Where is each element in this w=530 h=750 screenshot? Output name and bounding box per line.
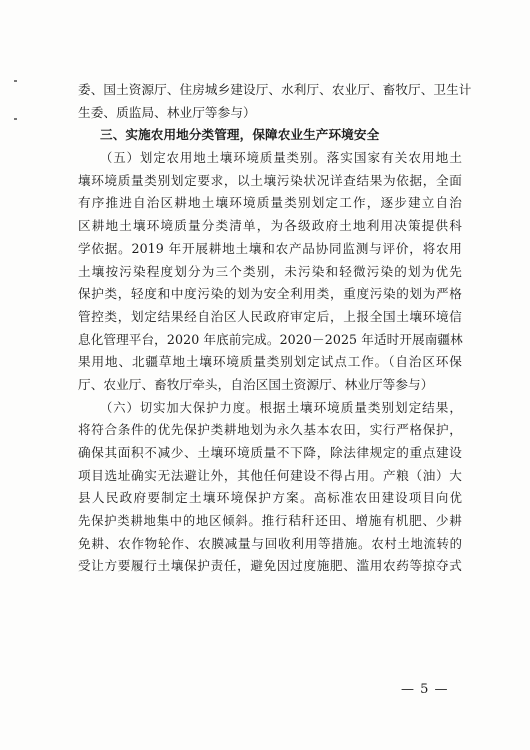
- text-line: [78, 397, 462, 420]
- text-line: 有序推进自治区耕地土壤环境质量类别划定工作，逐步建立自治: [78, 195, 462, 211]
- text-line: 学依据。2019 年开展耕地土壤和农产品协同监测与评价，将农用: [78, 240, 462, 256]
- emphasis-span: 农村土地流转的: [371, 536, 463, 551]
- subsection-title: （五）划定农用地土壤环境质量类别。: [100, 151, 327, 166]
- text-line: 委、国土资源厅、住房城乡建设厅、水利厅、农业厅、畜牧厅、卫生计: [78, 82, 472, 97]
- emphasis-span: 先保护类耕地集中的地区倾斜。: [78, 514, 262, 529]
- text-span: 根据土壤环境质量类别划定结果，: [259, 399, 463, 415]
- binding-mark: [14, 118, 17, 120]
- text-line: 项目选址确实无法避让外，其他任何建设不得占用。产粮（油）大: [78, 467, 462, 483]
- text-line: [78, 487, 462, 510]
- text-line: 息化管理平台，2020 年底前完成。2020－2025 年适时开展南疆林: [78, 331, 463, 347]
- text-line: 区耕地土壤环境质量分类清单，为各级政府土地利用决策提供科: [78, 218, 462, 234]
- text-span: 免耕、农作物轮作、农膜减量与回收利用等措施。: [78, 535, 372, 551]
- subsection-title: （六）切实加大保护力度。: [100, 400, 260, 415]
- text-line: 确保其面积不减少、土壤环境质量不下降，除法律规定的重点建设: [78, 445, 462, 460]
- text-line: 厅、农业厅、畜牧厅牵头，自治区国土资源厅、林业厅等参与）: [78, 376, 434, 392]
- text-span: 推行秸秆还田、增施有机肥、少耕: [261, 513, 462, 529]
- text-line: 管控类，划定结果经自治区人民政府审定后，上报全国土壤环境信: [78, 308, 462, 324]
- text-line: 保护类，轻度和中度污染的划为安全利用类，重度污染的划为严格: [78, 286, 462, 302]
- text-line: 果用地、北疆草地土壤环境质量类别划定试点工作。（自治区环保: [78, 354, 462, 370]
- text-line: 壤环境质量类别划定要求，以土壤污染状况详查结果为依据，全面: [78, 172, 462, 188]
- text-line: [78, 533, 462, 556]
- section-heading: 三、实施农用地分类管理，保障农业生产环境安全: [100, 127, 380, 143]
- text-line: 将符合条件的优先保护类耕地划为永久基本农田，实行严格保护，: [78, 422, 462, 438]
- text-line: [78, 510, 462, 533]
- text-line: 受让方要履行土壤保护责任，避免因过度施肥、滥用农药等掠夺式: [78, 558, 462, 574]
- document-body: [78, 79, 472, 578]
- text-span: 落实国家有关农用地土: [326, 150, 463, 166]
- page-number: — 5 —: [401, 682, 449, 697]
- text-line: 土壤按污染程度划分为三个类别，未污染和轻微污染的划为优先: [78, 263, 462, 279]
- text-line: [78, 147, 462, 170]
- binding-mark: [14, 80, 17, 82]
- text-line: 生委、质监局、林业厅等参与）: [78, 104, 256, 120]
- emphasis-span: 高标准农田建设项目向优: [313, 491, 462, 506]
- text-span: 县人民政府要制定土壤环境保护方案。: [78, 490, 314, 506]
